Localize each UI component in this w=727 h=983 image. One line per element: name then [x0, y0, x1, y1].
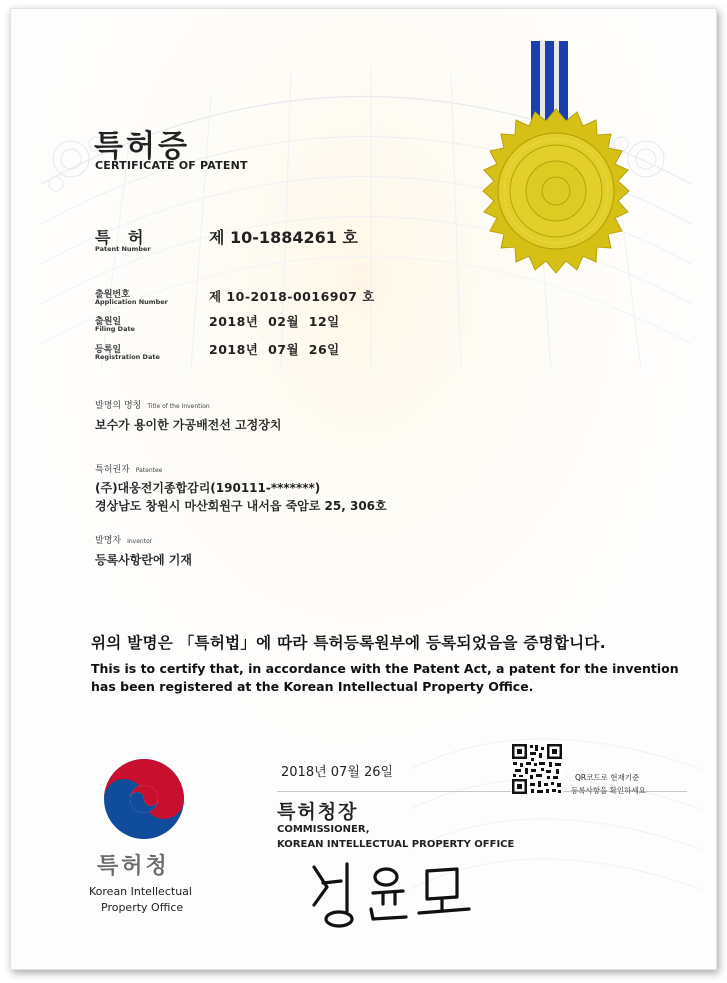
issue-date: 2018년 07월 26일: [281, 765, 394, 780]
commissioner-title-kr: 특허청장: [277, 801, 359, 823]
commissioner-title-en-1: COMMISSIONER,: [277, 824, 370, 835]
inventor-value: 등록사항란에 기재: [95, 553, 192, 567]
qr-caption-line2: 등록사항을 확인하세요: [571, 786, 646, 795]
patent-number-label-en: Patent Number: [95, 245, 151, 253]
invention-title-value: 보수가 용이한 가공배전선 고정장치: [95, 418, 282, 432]
filing-date-label-en: Filing Date: [95, 325, 135, 333]
application-number-value: 제 10-2018-0016907 호: [209, 289, 375, 304]
inventor-label-en: Inventor: [127, 538, 153, 545]
patent-number-value: 제 10-1884261 호: [209, 228, 358, 247]
certificate-page: [10, 8, 717, 970]
filing-date-value: 2018년 02월 12일: [209, 314, 340, 329]
certification-statement-en-2: has been registered at the Korean Intellectual Property Office.: [91, 679, 534, 694]
office-name-kr: 특허청: [97, 854, 170, 879]
office-name-en-2: Property Office: [101, 901, 184, 914]
office-name-en-1: Korean Intellectual: [89, 885, 192, 898]
certificate-title-kr: 특허증: [94, 129, 190, 164]
registration-date-value: 2018년 07월 26일: [209, 342, 340, 357]
certification-statement-kr: 위의 발명은 「특허법」에 따라 특허등록원부에 등록되었음을 증명합니다.: [91, 634, 606, 652]
registration-date-label: 등록일: [95, 345, 122, 355]
patentee-label-kr: 특허권자: [95, 465, 130, 475]
invention-title-label-kr: 발명의 명칭: [95, 401, 142, 411]
certificate-title-en: CERTIFICATE OF PATENT: [95, 159, 248, 172]
patentee-label-en: Patentee: [135, 467, 163, 474]
filing-date-label: 출원일: [95, 317, 122, 327]
registration-date-label-en: Registration Date: [95, 353, 160, 361]
patentee-name: (주)대웅전기종합감리(190111-*******): [95, 481, 321, 495]
taegeuk-logo-icon: [11, 9, 716, 969]
application-number-label-en: Application Number: [95, 298, 168, 306]
patentee-address: 경상남도 창원시 마산회원구 내서읍 죽암로 25, 306호: [95, 499, 387, 513]
application-number-label: 출원번호: [95, 290, 130, 300]
commissioner-title-en-2: KOREAN INTELLECTUAL PROPERTY OFFICE: [277, 839, 515, 850]
invention-title-label-en: Title of the Invention: [147, 403, 210, 410]
inventor-label-kr: 발명자: [95, 536, 122, 546]
certification-statement-en-1: This is to certify that, in accordance with the Patent Act, a patent for the invention: [91, 661, 679, 676]
qr-caption-line1: QR코드로 현재기준: [575, 773, 640, 782]
patent-number-label: 특 허: [95, 228, 150, 247]
